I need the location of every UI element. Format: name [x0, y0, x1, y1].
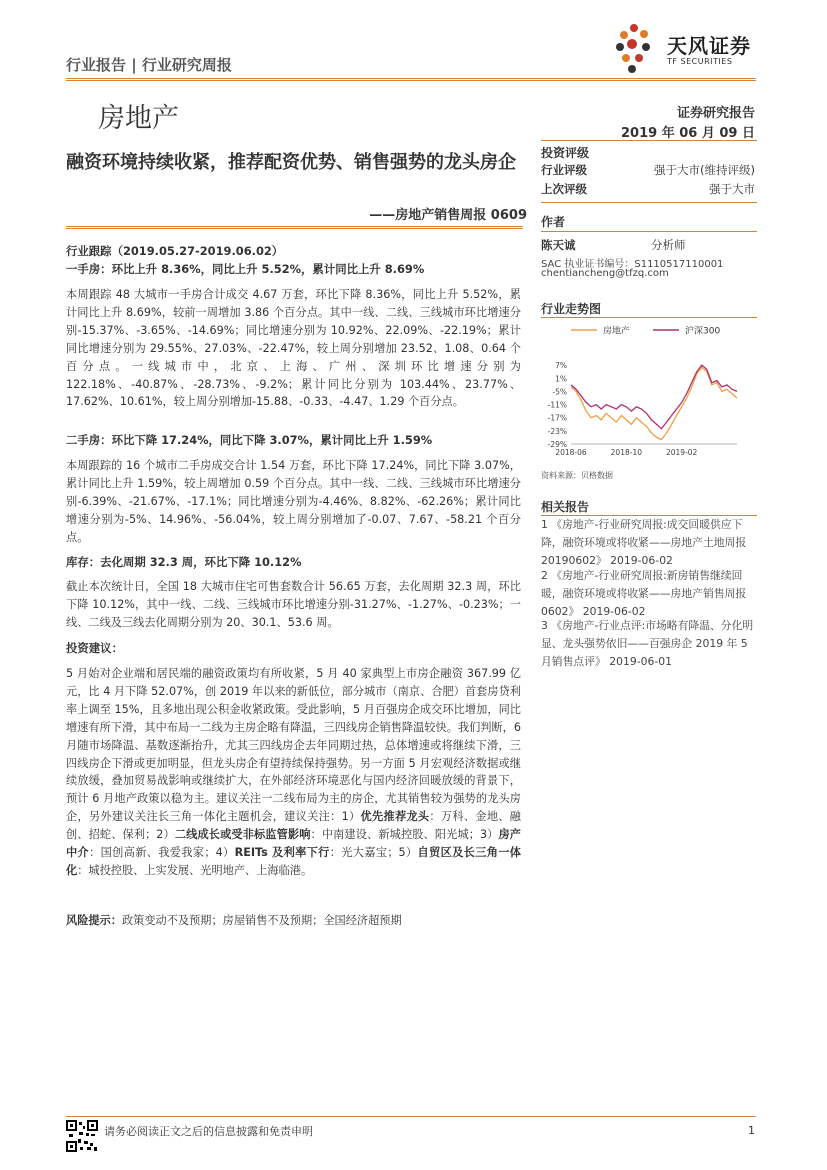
second-hand-title: 二手房：环比下降 17.24%，同比下降 3.07%，累计同比上升 1.59% — [66, 433, 433, 447]
logo-subtitle: TF SECURITIES — [667, 57, 733, 66]
advice-title: 投资建议： — [66, 641, 123, 655]
x-tick-label: 2018-10 — [610, 448, 643, 457]
y-tick-label: -11% — [547, 400, 567, 410]
page-number: 1 — [748, 1124, 755, 1137]
inventory-text: 截止本次统计日，全国 18 大城市住宅可售套数合计 56.65 万套，去化周期 32.3 周，环比下降 10.12%，其中一线、二线、三线城市环比增速分别-31.27%、-1.27%、-0.23%；一线、二线及三线去化周期分别为 20、30.1、53.6 周。 — [66, 580, 521, 629]
last-rating-row: 上次评级 强于大市 — [541, 182, 755, 196]
subheadline: ——房地产销售周报 0609 — [369, 208, 527, 223]
trend-chart — [541, 318, 757, 468]
headline: 融资环境持续收紧，推荐配资优势、销售强势的龙头房企 — [66, 152, 516, 173]
author-cert: SAC 执业证书编号：S1110517110001 — [541, 259, 724, 270]
legend-label-2: 沪深300 — [685, 326, 721, 337]
related-report-2[interactable]: 2 《房地产-行业研究周报:新房销售继续回暖，融资环境或将收紧——房地产销售周报 0602》 2019-06-02 — [541, 569, 747, 618]
series-line-1 — [571, 367, 737, 439]
author-title: 作者 — [541, 215, 566, 229]
rating-title: 投资评级 — [541, 146, 590, 160]
first-hand-text: 本周跟踪 48 大城市一手房合计成交 4.67 万套，环比下降 8.36%，同比上升 5.52%，累计同比上升 8.69%，较前一周增加 3.86 个百分点。其中一线、二线、三线城市环比增速分别-15.37%、-3.65%、-14.69%；同比增速分别为 10.92%、22.09%、-22.19%；累计同比增速分别为 29.55%、27.03%、-22.47%，较上周分别增加 23.52、1.08、0.64 个百分点。一线城市中，北京、上海、广州、深圳环比增速分别为 122.18%、-40.87%、-28.73%、-9.2%；累计同比分别为 103.44%、23.77%、17.62%、10.61%，较上周分别增加-15.88、-0.33、-4.47、1.29 个百分点。 — [66, 288, 521, 409]
series-line-2 — [571, 365, 737, 429]
x-tick-label: 2018-06 — [555, 448, 587, 457]
footer-disclaimer: 请务必阅读正文之后的信息披露和免责申明 — [104, 1125, 313, 1138]
advice-text: 5 月始对企业端和居民端的融资政策均有所收紧，5 月 40 家典型上市房企融资 367.99 亿元，比 4 月下降 52.07%，创 2019 年以来的新低位，部分城市（南京、合肥）首套房贷利率上调至 15%，且多地出现公积金收紧政策。受此影响，5 月百强房企成交环比增加，同比增速有所下滑，其中布局一二线为主房企略有降温，三四线房企销售降温较快。我们判断，6 月随市场降温、基数逐渐抬升，尤其三四线房企去年同期过热，总体增速或将继续下滑，三四线房企下滑或更加明显，但龙头房企有望持续保持强势。另一方面 5 月宏观经济数据或继续放缓，叠加贸易战影响或继续扩大，在外部经济环境恶化与国内经济回暖放缓的背景下，预计 6 月地产政策以稳为主。建议关注一二线布局为主的房企，尤其销售较为强势的龙头房企，另外建议关注长三角一体化主题机会，建议关注：1）优先推荐龙头：万科、金地、融创、招蛇、保利；2）二线成长或受非标监管影响：中南建设、新城控股、阳光城；3）房产中介：国创高新、我爱我家；4）REITs 及利率下行：光大嘉宝；5）自贸区及长三角一体化：城投控股、上实发展、光明地产、上海临港。 — [66, 667, 521, 877]
y-tick-label: -5% — [552, 387, 567, 397]
logo-name: 天风证券 — [667, 34, 751, 58]
rating-row: 行业评级 强于大市(维持评级) — [541, 163, 755, 177]
industry-title: 房地产 — [98, 103, 179, 134]
y-tick-label: 7% — [555, 361, 567, 371]
trend-title: 行业走势图 — [541, 302, 602, 316]
author-row: 陈天诚 分析师 — [541, 238, 686, 252]
y-tick-label: -29% — [547, 440, 567, 449]
related-report-3[interactable]: 3 《房地产-行业点评:市场略有降温、分化明显、龙头强势依旧——百强房企 2019 年 5 月销售点评》 2019-06-01 — [541, 619, 754, 668]
chart-source: 资料来源：贝格数据 — [541, 471, 613, 480]
risk-text: 风险提示：政策变动不及预期；房屋销售不及预期；全国经济超预期 — [66, 914, 402, 927]
report-date: 2019 年 06 月 09 日 — [621, 126, 755, 141]
qr-code-icon — [66, 1120, 98, 1152]
tracking-title: 行业跟踪（2019.05.27-2019.06.02） — [66, 244, 284, 258]
inventory-title: 库存：去化周期 32.3 周，环比下降 10.12% — [66, 555, 302, 569]
first-hand-title: 一手房：环比上升 8.36%，同比上升 5.52%，累计同比上升 8.69% — [66, 262, 425, 276]
author-email[interactable]: chentiancheng@tfzq.com — [541, 268, 669, 279]
second-hand-text: 本周跟踪的 16 个城市二手房成交合计 1.54 万套，环比下降 17.24%，同比下降 3.07%，累计同比上升 1.59%，较上周增加 0.59 个百分点。其中一线、二线、三线城市环比增速分别-6.39%、-21.67%、-17.1%；同比增速分别为-4.46%、8.82%、-62.26%；累计同比增速分别为-5%、14.96%、-56.04%，较上周分别增加了-0.07、7.67、-58.21 个百分点。 — [66, 459, 521, 544]
report-type: 证券研究报告 — [676, 106, 755, 121]
related-report-1[interactable]: 1 《房地产-行业研究周报:成交回暖供应下降，融资环境或将收紧——房地产土地周报 20190602》 2019-06-02 — [541, 518, 747, 567]
legend-label-1: 房地产 — [603, 326, 631, 337]
report-category: 行业报告 | 行业研究周报 — [66, 56, 232, 74]
y-tick-label: -17% — [547, 413, 567, 423]
x-tick-label: 2019-02 — [665, 448, 698, 457]
y-tick-label: 1% — [555, 374, 567, 384]
y-tick-label: -23% — [547, 426, 567, 436]
related-title: 相关报告 — [541, 500, 590, 514]
